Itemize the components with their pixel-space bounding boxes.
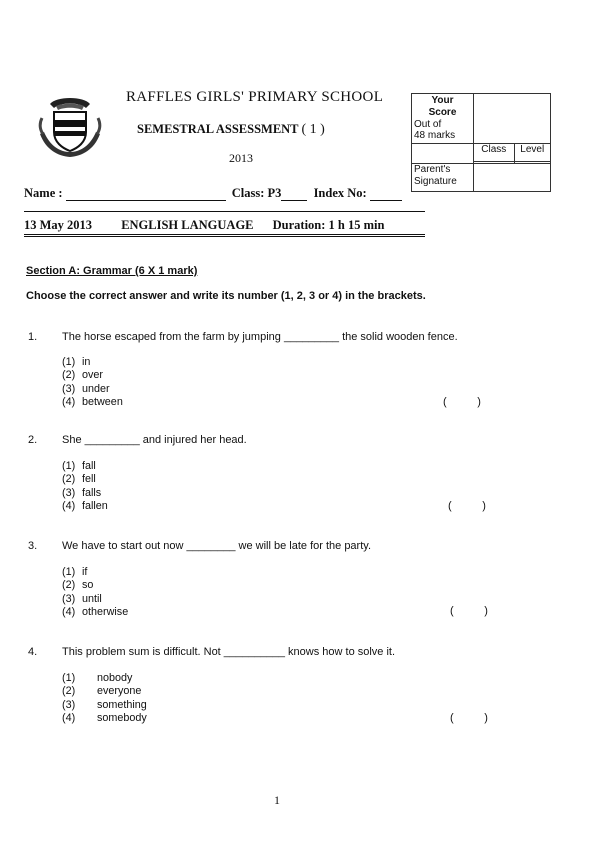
class-field[interactable] <box>281 200 307 201</box>
question-2-after: and injured her head. <box>139 434 247 446</box>
question-1-text <box>62 331 458 343</box>
class-label: Class <box>474 144 515 162</box>
option-1: (1) fall <box>62 460 96 472</box>
question-1-before: The horse escaped from the farm by jumping <box>62 331 284 343</box>
school-name: RAFFLES GIRLS' PRIMARY SCHOOL <box>126 89 384 105</box>
question-1-answer-bracket[interactable]: ( ) <box>443 396 481 408</box>
question-2-number: 2. <box>28 434 38 446</box>
parent-signature-field[interactable] <box>474 164 551 192</box>
option-2: (2) so <box>62 579 94 592</box>
question-1-number: 1. <box>28 331 38 343</box>
assessment-title <box>137 122 325 138</box>
option-3: (3) until <box>62 592 102 605</box>
option-3: (3) falls <box>62 486 102 499</box>
option-2: (2) fell <box>62 473 96 486</box>
signature-label: Signature <box>414 176 457 187</box>
option-1: (1) in <box>62 356 91 368</box>
name-field[interactable] <box>66 200 226 201</box>
question-4-options <box>62 672 147 725</box>
marks-label: 48 marks <box>414 130 456 141</box>
option-3: (3) something <box>62 698 147 711</box>
question-4-number: 4. <box>28 646 38 658</box>
assessment-year: 2013 <box>229 151 253 165</box>
score-cell <box>412 94 474 144</box>
question-4-blank: __________ <box>223 646 285 658</box>
option-4: (4) fallen <box>62 499 108 512</box>
score-label: Score <box>428 107 457 118</box>
question-2-options <box>62 460 108 513</box>
question-3-options <box>62 566 128 619</box>
question-2-text <box>62 434 247 446</box>
option-2: (2) everyone <box>62 685 142 698</box>
exam-date: 13 May 2013 <box>24 218 93 232</box>
question-1-blank: _________ <box>283 331 340 343</box>
blank-cell <box>412 144 474 164</box>
exam-subject: ENGLISH LANGUAGE <box>121 218 254 232</box>
level-label: Level <box>514 144 550 162</box>
exam-duration: Duration: 1 h 15 min <box>272 218 385 232</box>
assessment-number: ( 1 ) <box>301 122 325 137</box>
question-2-answer-bracket[interactable]: ( ) <box>448 500 486 512</box>
option-1: (1) nobody <box>62 672 133 684</box>
question-3-blank: ________ <box>186 540 236 552</box>
question-4-before: This problem sum is difficult. Not <box>62 646 224 658</box>
index-field[interactable] <box>370 200 402 201</box>
option-1: (1) if <box>62 566 88 578</box>
parent-signature-label-cell <box>412 164 474 192</box>
divider-bottom-2 <box>24 236 425 237</box>
question-3-after: we will be late for the party. <box>235 540 372 552</box>
question-3-before: We have to start out now <box>62 540 187 552</box>
divider-bottom-1 <box>24 234 425 235</box>
question-2-blank: _________ <box>84 434 140 446</box>
page-number: 1 <box>274 793 280 807</box>
index-label: Index No: <box>313 186 367 200</box>
option-4: (4) between <box>62 395 123 408</box>
exam-info-row <box>24 218 384 233</box>
score-box <box>411 93 551 192</box>
question-3-answer-bracket[interactable]: ( ) <box>450 605 488 617</box>
out-of-label: Out of <box>414 119 442 130</box>
option-3: (3) under <box>62 382 110 395</box>
school-crest-icon <box>36 94 104 160</box>
option-2: (2) over <box>62 369 104 382</box>
divider-top <box>24 211 425 212</box>
question-1-after: the solid wooden fence. <box>339 331 458 343</box>
student-info-row <box>24 186 402 201</box>
assessment-label: SEMESTRAL ASSESSMENT <box>137 122 299 136</box>
class-label: Class: P3 <box>231 186 282 200</box>
section-instruction: Choose the correct answer and write its number (1, 2, 3 or 4) in the brackets. <box>26 290 426 302</box>
question-4-after: knows how to solve it. <box>284 646 396 658</box>
section-title: Section A: Grammar (6 X 1 mark) <box>26 265 198 277</box>
parents-label: Parent's <box>414 164 451 175</box>
question-4-text <box>62 646 395 658</box>
question-2-before: She <box>62 434 85 446</box>
question-4-answer-bracket[interactable]: ( ) <box>450 712 488 724</box>
option-4: (4) somebody <box>62 711 147 724</box>
name-label: Name : <box>24 186 63 200</box>
question-3-number: 3. <box>28 540 38 552</box>
option-4: (4) otherwise <box>62 605 129 618</box>
your-label: Your <box>431 95 454 106</box>
question-3-text <box>62 540 371 552</box>
question-1-options <box>62 356 123 409</box>
score-value-cell[interactable] <box>474 94 551 144</box>
